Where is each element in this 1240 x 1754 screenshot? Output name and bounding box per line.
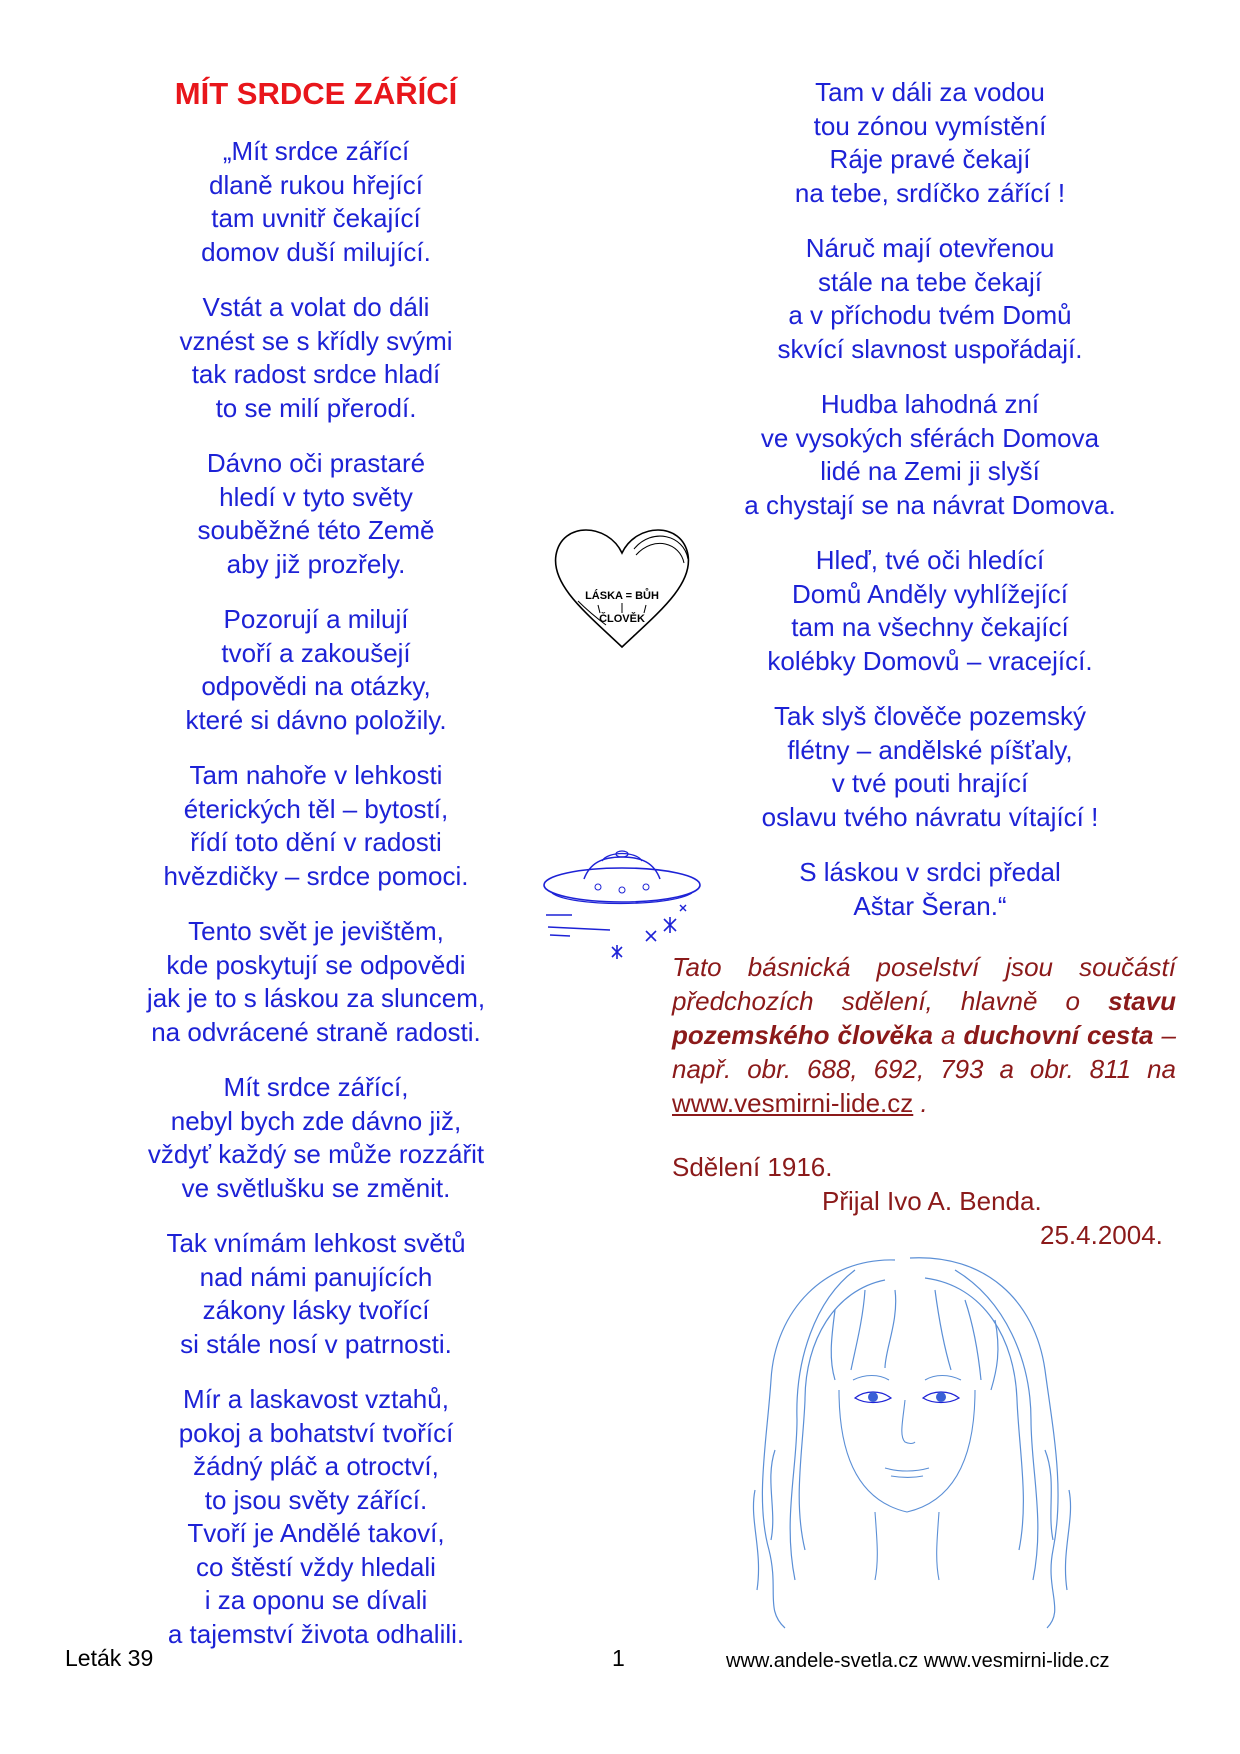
- poem-stanza: [700, 232, 1160, 366]
- poem-line: Tak slyš člověče pozemský: [773, 701, 1087, 731]
- poem-line: nebyl bych zde dávno již,: [170, 1105, 462, 1136]
- heart-bottom-text: ČLOVĚK: [599, 613, 645, 625]
- poem-line: flétny – andělské píšťaly,: [787, 734, 1073, 765]
- poem-line: tvoří a zakoušejí: [221, 637, 411, 668]
- poem-line: Domů Anděly vyhlížející: [791, 578, 1068, 609]
- poem-line: kde poskytují se odpovědi: [166, 949, 466, 980]
- poem-line: tak radost srdce hladí: [191, 359, 441, 389]
- poem-line: tou zónou vymístění: [813, 110, 1047, 141]
- poem-line: Tam nahoře v lehkosti: [189, 760, 443, 790]
- poem-line: Pozorují a milují: [223, 604, 409, 634]
- poem-line: vždyť každý se může rozzářit: [147, 1139, 485, 1169]
- page-title: MÍT SRDCE ZÁŘÍCÍ: [174, 76, 458, 111]
- poem-stanza: [110, 603, 522, 737]
- poem-line: to se milí přerodí.: [215, 392, 417, 423]
- poem-line: Tak vnímám lehkost světů: [166, 1228, 466, 1258]
- poem-right-column: [700, 76, 1160, 945]
- poem-line: to jsou světy zářící.: [204, 1484, 428, 1515]
- poem-line: oslavu tvého návratu vítající !: [761, 801, 1099, 832]
- heart-top-text: LÁSKA = BŮH: [585, 590, 659, 602]
- poem-line: na tebe, srdíčko zářící !: [794, 177, 1066, 208]
- poem-line: dlaně rukou hřející: [209, 169, 423, 200]
- poem-stanza: [110, 291, 522, 425]
- poem-line: Aštar Šeran.“: [853, 890, 1007, 921]
- poem-stanza: [700, 76, 1160, 210]
- poem-line: a v příchodu tvém Domů: [788, 300, 1072, 330]
- page-number: 1: [612, 1645, 625, 1671]
- poem-line: i za oponu se dívali: [204, 1585, 428, 1615]
- poem-stanza: [700, 388, 1160, 522]
- poem-line: skvící slavnost uspořádají.: [777, 333, 1083, 364]
- poem-line: žádný pláč a otroctví,: [193, 1451, 439, 1481]
- message-number: Sdělení 1916.: [672, 1152, 833, 1182]
- star-icon: [680, 905, 686, 911]
- poem-line: Hleď, tvé oči hledící: [815, 545, 1045, 575]
- poem-line: tam uvnitř čekající: [211, 203, 421, 233]
- poem-line: a chystají se na návrat Domova.: [744, 489, 1116, 520]
- poem-line: pokoj a bohatství tvořící: [178, 1417, 454, 1448]
- footer-websites: www.andele-svetla.cz www.vesmirni-lide.cz: [726, 1650, 1110, 1672]
- eye-icon: [855, 1392, 891, 1403]
- star-icon: [612, 945, 622, 959]
- vesmirni-lide-link[interactable]: www.vesmirni-lide.cz: [672, 1088, 914, 1118]
- poem-line: éterických těl – bytostí,: [183, 793, 449, 824]
- poem-line: Mít srdce zářící,: [223, 1072, 409, 1102]
- poem-stanza: [110, 1227, 522, 1361]
- received-by: Přijal Ivo A. Benda.: [822, 1186, 1042, 1216]
- poem-line: Tam v dáli za vodou: [815, 77, 1045, 107]
- poem-line: Tvoří je Andělé takoví,: [187, 1518, 445, 1548]
- poem-line: Mír a laskavost vztahů,: [183, 1384, 449, 1414]
- poem-left-column: [110, 135, 522, 1673]
- poem-line: řídí toto dění v radosti: [190, 827, 442, 857]
- poem-stanza: [110, 759, 522, 893]
- poem-line: kolébky Domovů – vracející.: [767, 645, 1093, 676]
- poem-line: ve světlušku se změnit.: [181, 1172, 451, 1203]
- poem-stanza: [110, 135, 522, 269]
- poem-line: na odvrácené straně radosti.: [151, 1016, 481, 1047]
- portrait-illustration: [735, 1250, 1110, 1630]
- poem-stanza: [110, 1071, 522, 1205]
- poem-line: hledí v tyto světy: [219, 481, 413, 512]
- star-icon: [664, 917, 676, 933]
- poem-line: souběžné této Země: [197, 515, 435, 545]
- poem-line: stále na tebe čekají: [817, 266, 1043, 297]
- poem-line: aby již prozřely.: [226, 548, 406, 579]
- poem-stanza: [110, 1383, 522, 1651]
- poem-line: Hudba lahodná zní: [820, 389, 1040, 419]
- poem-line: Ráje pravé čekají: [829, 144, 1031, 174]
- poem-line: Dávno oči prastaré: [206, 448, 426, 478]
- poem-line: S láskou v srdci předal: [799, 857, 1061, 887]
- eye-icon: [923, 1392, 959, 1403]
- poem-line: v tvé pouti hrající: [831, 768, 1029, 798]
- poem-stanza: [700, 856, 1160, 923]
- poem-line: „Mít srdce zářící: [222, 136, 410, 166]
- poem-line: tam na všechny čekající: [791, 612, 1069, 642]
- poem-line: co štěstí vždy hledali: [196, 1551, 436, 1582]
- poem-line: hvězdičky – srdce pomoci.: [163, 860, 469, 891]
- star-icon: [646, 931, 656, 941]
- poem-line: jak je to s láskou za sluncem,: [146, 983, 486, 1013]
- poem-line: Vstát a volat do dáli: [202, 292, 430, 322]
- poem-line: vznést se s křídly svými: [179, 325, 453, 356]
- poem-stanza: [700, 544, 1160, 678]
- message-date: 25.4.2004.: [1040, 1220, 1163, 1250]
- poem-line: ve vysokých sférách Domova: [760, 422, 1100, 453]
- poem-stanza: [110, 447, 522, 581]
- poem-line: a tajemství života odhalili.: [167, 1618, 465, 1649]
- poem-stanza: [700, 700, 1160, 834]
- poem-line: lidé na Zemi ji slyší: [820, 456, 1040, 486]
- poem-line: Náruč mají otevřenou: [805, 233, 1055, 263]
- poem-line: domov duší milující.: [201, 236, 431, 267]
- poem-line: zákony lásky tvořící: [202, 1295, 430, 1325]
- poem-line: si stále nosí v patrnosti.: [180, 1328, 452, 1359]
- poem-line: nad námi panujících: [199, 1261, 433, 1292]
- poem-line: Tento svět je jevištěm,: [188, 916, 444, 946]
- heart-illustration: [548, 515, 696, 655]
- note-paragraph: Tato básnická poselství jsou součástí předchozích sdělení, hlavně o stavu pozemského člověka a duchovní cesta – např. obr. 688, 692, 793 a obr. 811 na www.vesmirni-lide.cz .: [672, 952, 1176, 1118]
- poem-line: které si dávno položily.: [185, 704, 447, 735]
- poem-stanza: [110, 915, 522, 1049]
- leaflet-number: Leták 39: [65, 1645, 154, 1671]
- poem-line: odpovědi na otázky,: [201, 671, 431, 701]
